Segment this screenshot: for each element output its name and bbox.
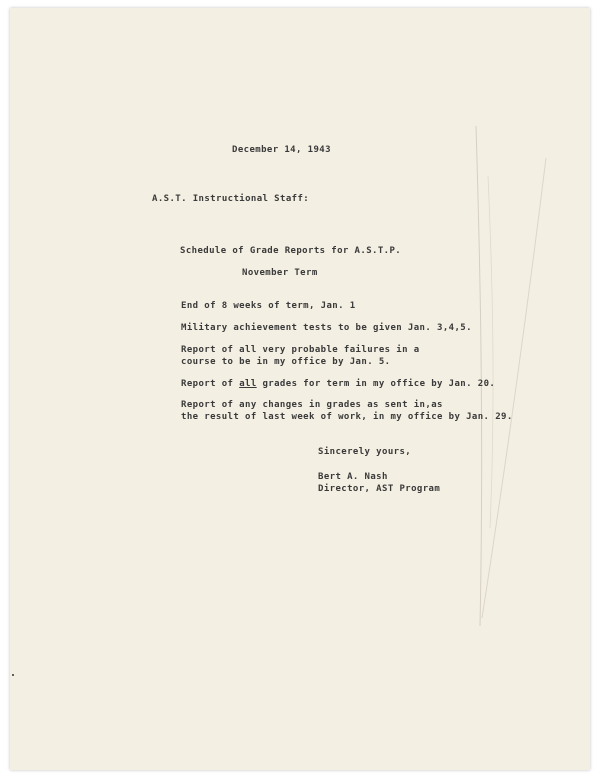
schedule-item-1: End of 8 weeks of term, Jan. 1 bbox=[181, 301, 356, 311]
letter-page bbox=[10, 8, 590, 770]
schedule-item-3-line-1: Report of all very probable failures in a bbox=[181, 345, 420, 355]
schedule-item-4 bbox=[181, 378, 495, 390]
subject-line-1: Schedule of Grade Reports for A.S.T.P. bbox=[180, 246, 402, 256]
paper-speck bbox=[12, 674, 14, 676]
schedule-item-3-line-2: course to be in my office by Jan. 5. bbox=[181, 357, 391, 367]
schedule-item-2: Military achievement tests to be given Jan. 3,4,5. bbox=[181, 323, 472, 333]
item-4-underlined-word: all bbox=[239, 379, 257, 389]
letter-salutation: A.S.T. Instructional Staff: bbox=[152, 194, 310, 204]
schedule-item-5-line-1: Report of any changes in grades as sent in,as bbox=[181, 400, 443, 410]
item-4-before: Report of bbox=[181, 379, 240, 389]
letter-date: December 14, 1943 bbox=[232, 145, 331, 155]
letter-closing: Sincerely yours, bbox=[318, 447, 412, 457]
signer-title: Director, AST Program bbox=[318, 484, 441, 494]
subject-line-2: November Term bbox=[242, 268, 318, 278]
signer-name: Bert A. Nash bbox=[318, 472, 388, 482]
item-4-after: grades for term in my office by Jan. 20. bbox=[256, 379, 496, 389]
schedule-item-5-line-2: the result of last week of work, in my office by Jan. 29. bbox=[181, 412, 513, 422]
